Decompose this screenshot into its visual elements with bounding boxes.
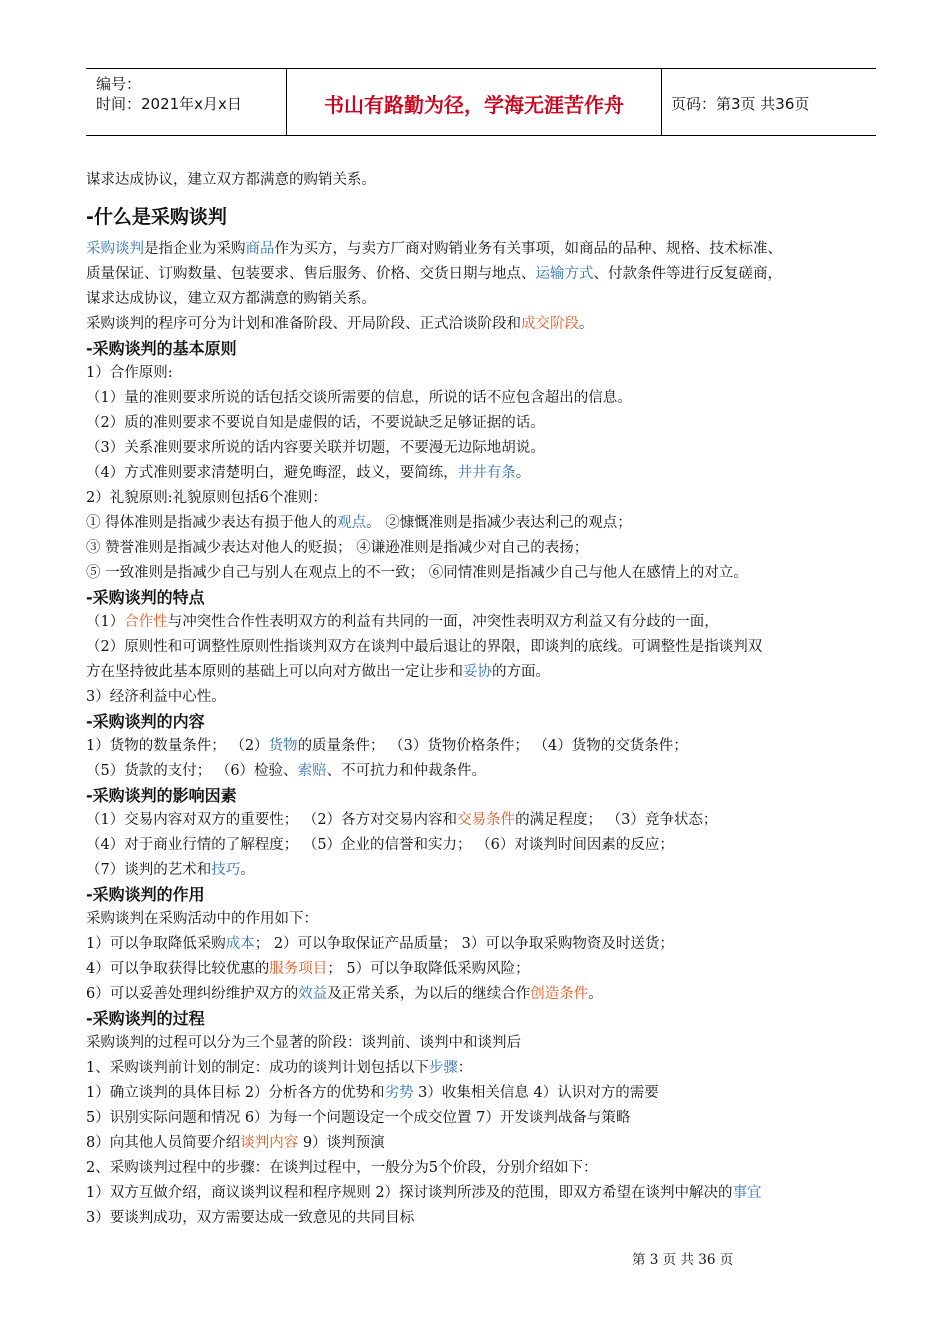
text: （7）谈判的艺术和 [86,862,212,878]
principle-2-2: ③ 赞誉准则是指减少表达对他人的贬损； ④谦逊准则是指减少对自己的表扬； [86,540,589,556]
text: ① 得体准则是指减少表达有损于他人的 [86,515,338,531]
feature-2b [86,660,886,685]
factors-title: -采购谈判的影响因素 [86,786,237,805]
link-fuwu-xiangmu[interactable]: 服务项目 [269,961,328,977]
feature-2: （2）原则性和可调整性原则性指谈判双方在谈判中最后退让的界限，即谈判的底线。可调整性是指谈判双 [86,639,763,655]
principle-1-3: （3）关系准则要求所说的话内容要关联并切题，不要漫无边际地胡说。 [86,440,545,456]
link-suopei[interactable]: 索赔 [297,763,327,779]
process-1 [86,1056,886,1081]
text: 、付款条件等进行反复磋商， [593,266,782,282]
principle-1-1: （1）量的准则要求所说的话包括交谈所需要的信息，所说的话不应包含超出的信息。 [86,390,632,406]
factors-3 [86,858,886,883]
principle-1-2: （2）质的准则要求不要说自知是虚假的话，不要说缺乏足够证据的话。 [86,415,545,431]
process-6 [86,1181,886,1206]
text: 6）可以妥善处理纠纷维护双方的 [86,986,299,1002]
contents-title: -采购谈判的内容 [86,712,205,731]
text: （4）方式准则要求清楚明白，避免晦涩，歧义，要简练， [86,465,458,481]
text: 9）谈判预演 [298,1135,385,1151]
text: 采购谈判的程序可分为计划和准备阶段、开局阶段、正式洽谈阶段和 [86,316,521,332]
text: （5）货款的支付； （6）检验、 [86,763,298,779]
text: 。 [579,316,594,332]
factors-1 [86,808,886,833]
link-xiaoyi[interactable]: 效益 [298,986,328,1002]
text: 。 [240,862,255,878]
document-body [86,168,886,1231]
text: 质量保证、订购数量、包装要求、售后服务、价格、交货日期与地点、 [86,266,536,282]
link-jiaoyi-tiaojian[interactable]: 交易条件 [457,812,516,828]
header-table [86,68,876,136]
motto: 书山有路勤为径，学海无涯苦作舟 [324,93,624,117]
process-3: 5）识别实际问题和情况 6）为每一个问题设定一个成交位置 7）开发谈判战备与策略 [86,1110,631,1126]
link-hezuoxing[interactable]: 合作性 [124,614,168,630]
contents-1 [86,734,886,759]
roles-3 [86,982,886,1007]
link-caigou-tanpan[interactable]: 采购谈判 [86,241,144,257]
text: （1）交易内容对双方的重要性； （2）各方对交易内容和 [86,812,458,828]
header-page-cell [661,69,876,135]
text: 1）双方互做介绍，商议谈判议程和程序规则 2）探讨谈判所涉及的范围，即双方希望在谈判中解决的 [86,1185,733,1201]
time-label: 时间：2021年x月x日 [96,95,242,113]
feature-1 [86,610,886,635]
text: 的方面。 [492,664,550,680]
page-label: 页码：第3页 共36页 [671,95,810,113]
link-tuoxie[interactable]: 妥协 [463,664,492,680]
text: （1） [86,614,125,630]
code-label: 编号： [96,75,142,93]
roles-title: -采购谈判的作用 [86,885,205,904]
text: 。 [515,465,531,481]
def-line-3: 谋求达成协议，建立双方都满意的购销关系。 [86,291,376,307]
def-line-2 [86,262,886,287]
link-guandian[interactable]: 观点 [337,515,367,531]
link-chuangzao-tiaojian[interactable]: 创造条件 [530,986,589,1002]
text: 是指企业为采购 [144,241,246,257]
roles-2 [86,957,886,982]
process-7: 3）要谈判成功，双方需要达成一致意见的共同目标 [86,1210,415,1226]
section-title: -什么是采购谈判 [86,206,227,228]
def-line-4 [86,312,886,337]
text: 1、采购谈判前计划的制定：成功的谈判计划包括以下 [86,1060,429,1076]
principle-2: 2）礼貌原则:礼貌原则包括6个准则： [86,490,327,506]
intro-text: 谋求达成协议，建立双方都满意的购销关系。 [86,172,376,188]
link-jingjing-youtiao[interactable]: 井井有条 [457,465,516,481]
page-footer: 第 3 页 共 36 页 [632,1252,734,1268]
text: ； 2）可以争取保证产品质量； 3）可以争取采购物资及时送货； [254,936,674,952]
text: 的质量条件； （3）货物价格条件； （4）货物的交货条件； [297,738,688,754]
link-huowu[interactable]: 货物 [268,738,298,754]
process-5: 2、采购谈判过程中的步骤：在谈判过程中，一般分为5个价段，分别介绍如下： [86,1160,598,1176]
text: 方在坚持彼此基本原则的基础上可以向对方做出一定让步和 [86,664,463,680]
link-jiqiao[interactable]: 技巧 [211,862,241,878]
contents-2 [86,759,886,784]
text: 。 [588,986,603,1002]
text: ： [457,1060,473,1076]
roles-0: 采购谈判在采购活动中的作用如下： [86,911,318,927]
text: 。 ②慷慨准则是指减少表达利己的观点； [366,515,632,531]
text: 1）确立谈判的具体目标 2）分析各方的优势和 [86,1085,385,1101]
def-line-1 [86,237,886,262]
process-2 [86,1081,886,1106]
link-buzhou[interactable]: 步骤 [428,1060,458,1076]
text: ； 5）可以争取降低采购风险； [327,961,530,977]
link-shiyi[interactable]: 事宜 [732,1185,762,1201]
text: 与冲突性合作性表明双方的利益有共同的一面，冲突性表明双方利益又有分歧的一面， [167,614,719,630]
link-yunshu-fangshi[interactable]: 运输方式 [535,266,594,282]
principle-1: 1）合作原则: [86,365,173,381]
text: 3）收集相关信息 4）认识对方的需要 [413,1085,659,1101]
text: 1）货物的数量条件； （2） [86,738,269,754]
text: 、不可抗力和仲裁条件。 [326,763,487,779]
text: 作为买方，与卖方厂商对购销业务有关事项，如商品的品种、规格、技术标准、 [274,241,782,257]
text: 1）可以争取降低采购 [86,936,226,952]
link-lieshi[interactable]: 劣势 [384,1085,414,1101]
link-chengben[interactable]: 成本 [225,936,255,952]
principle-2-1 [86,511,886,536]
text: 及正常关系，为以后的继续合作 [327,986,531,1002]
principle-1-4 [86,461,886,486]
header-left-cell [86,69,286,135]
link-shangpin[interactable]: 商品 [245,241,275,257]
principle-2-3: ⑤ 一致准则是指减少自己与别人在观点上的不一致； ⑥同情准则是指减少自己与他人在感情上的对立。 [86,565,748,581]
factors-2: （4）对于商业行情的了解程度； （5）企业的信誉和实力； （6）对谈判时间因素的反应； [86,837,674,853]
process-4 [86,1131,886,1156]
header-motto-cell [286,69,662,135]
process-title: -采购谈判的过程 [86,1009,205,1028]
text: 的满足程度； （3）竞争状态； [515,812,718,828]
roles-1 [86,932,886,957]
process-0: 采购谈判的过程可以分为三个显著的阶段：谈判前、谈判中和谈判后 [86,1035,521,1051]
link-tanpan-neirong[interactable]: 谈判内容 [240,1135,299,1151]
features-title: -采购谈判的特点 [86,588,205,607]
principles-title: -采购谈判的基本原则 [86,339,237,358]
feature-3: 3）经济利益中心性。 [86,689,226,705]
link-chengjiao-jieduan[interactable]: 成交阶段 [521,316,579,332]
text: 4）可以争取获得比较优惠的 [86,961,270,977]
text: 8）向其他人员简要介绍 [86,1135,241,1151]
